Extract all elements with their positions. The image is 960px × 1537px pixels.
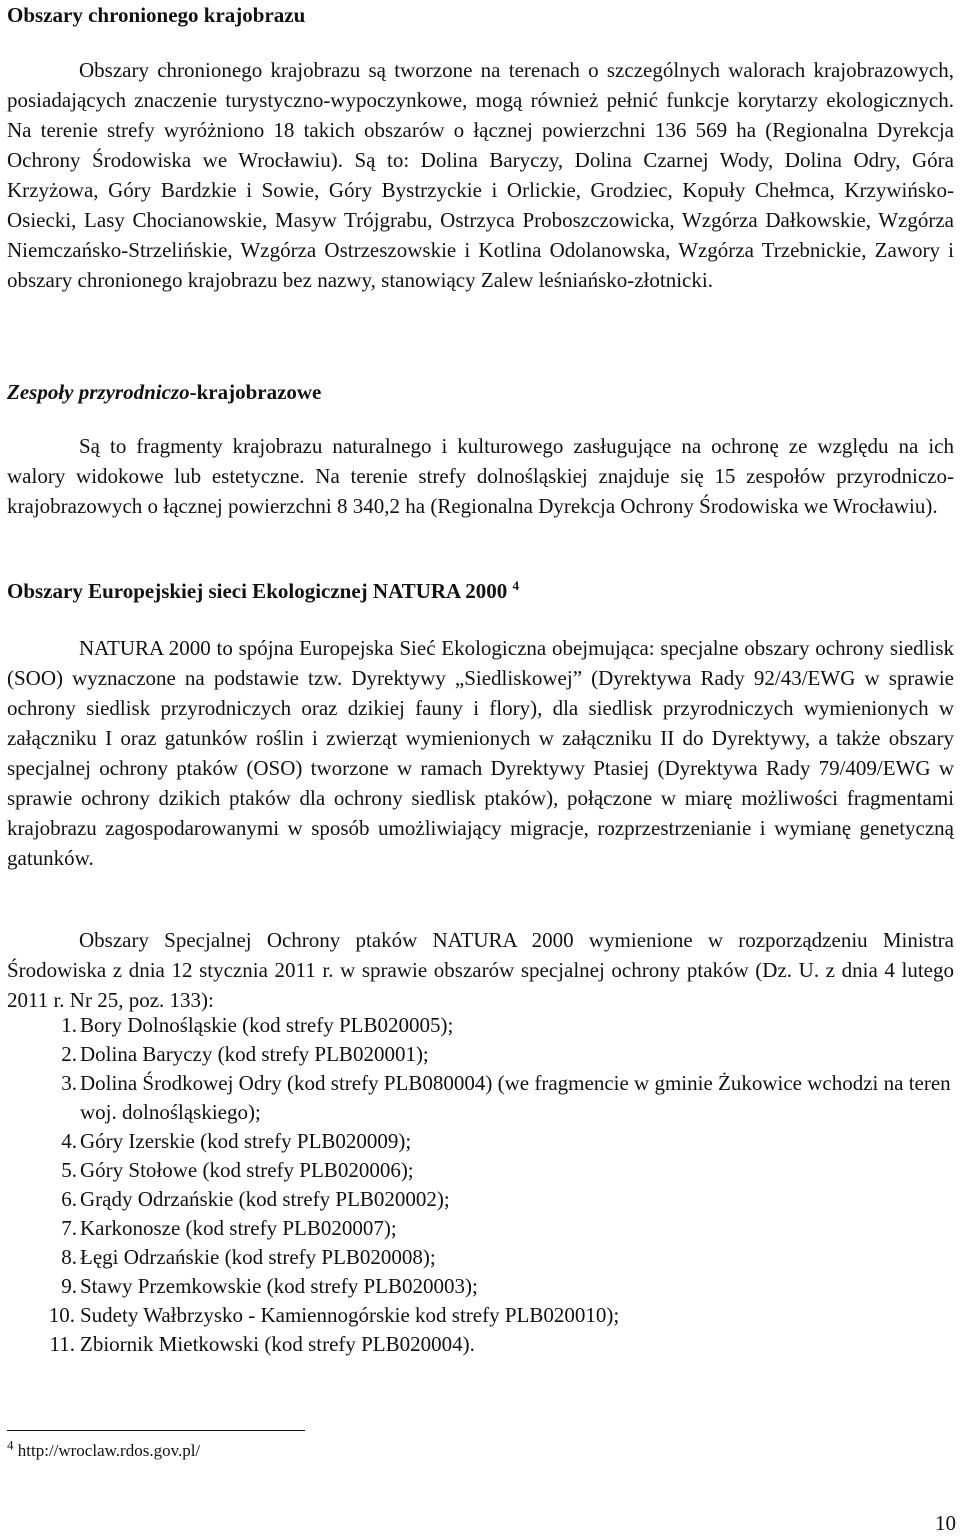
section-heading <box>7 377 321 407</box>
page-number: 10 <box>935 1511 956 1535</box>
list-number: 5. <box>61 1158 77 1182</box>
list-text: Góry Izerskie (kod strefy PLB020009); <box>80 1129 412 1153</box>
list-text: Bory Dolnośląskie (kod strefy PLB020005); <box>80 1013 454 1037</box>
list-number: 10. <box>48 1303 75 1327</box>
paragraph: Są to fragmenty krajobrazu naturalnego i kulturowego zasługujące na ochronę ze względu na ich walory widokowe lub estetyczne. Na terenie strefy dolnośląskiej znajduje się 15 zespołów przyrodniczo-krajobrazowych o łącznej powierzchni 8 340,2 ha (Regionalna Dyrekcja Ochrony Środowiska we Wrocławiu). <box>7 434 954 518</box>
footnote-reference: 4 <box>512 578 520 593</box>
list-item <box>7 1214 954 1243</box>
list-text: Grądy Odrzańskie (kod strefy PLB020002); <box>80 1187 450 1211</box>
list-number: 6. <box>61 1187 77 1211</box>
section-heading <box>7 576 519 606</box>
list-item <box>7 1243 954 1272</box>
paragraph: Obszary Specjalnej Ochrony ptaków NATURA 2000 wymienione w rozporządzeniu Ministra Środowiska z dnia 12 stycznia 2011 r. w sprawie obszarów specjalnej ochrony ptaków (Dz. U. z dnia 4 lutego 2011 r. Nr 25, poz. 133): <box>7 928 954 1012</box>
heading-rest-part: -krajobrazowe <box>189 380 322 404</box>
list-number: 4. <box>61 1129 77 1153</box>
paragraph: Obszary chronionego krajobrazu są tworzone na terenach o szczególnych walorach krajobrazowych, posiadających znaczenie turystyczno-wypoczynkowe, mogą również pełnić funkcje korytarzy ekologicznych. Na terenie strefy wyróżniono 18 takich obszarów o łącznej powierzchni 136 569 ha (Regionalna Dyrekcja Ochrony Środowiska we Wrocławiu). Są to: Dolina Baryczy, Dolina Czarnej Wody, Dolina Odry, Góra Krzyżowa, Góry Bardzkie i Sowie, Góry Bystrzyckie i Orlickie, Grodziec, Kopuły Chełmca, Krzywińsko-Osiecki, Lasy Chocianowskie, Masyw Trójgrabu, Ostrzyca Proboszczowicka, Wzgórza Dałkowskie, Wzgórza Niemczańsko-Strzelińskie, Wzgórza Ostrzeszowskie i Kotlina Odolanowska, Wzgórza Trzebnickie, Zawory i obszary chronionego krajobrazu bez nazwy, stanowiący Zalew leśniańsko-złotnicki. <box>7 58 954 292</box>
list-item <box>7 1011 954 1040</box>
list-text: Stawy Przemkowskie (kod strefy PLB020003); <box>80 1274 478 1298</box>
list-item <box>7 1069 954 1127</box>
list-number: 9. <box>61 1274 77 1298</box>
list-text: Dolina Środkowej Odry (kod strefy PLB080004) (we fragmencie w gminie Żukowice wchodzi na teren woj. dolnośląskiego); <box>80 1071 951 1124</box>
list-number: 2. <box>61 1042 77 1066</box>
list-text: Dolina Baryczy (kod strefy PLB020001); <box>80 1042 429 1066</box>
list-text: Góry Stołowe (kod strefy PLB020006); <box>80 1158 414 1182</box>
list-item <box>7 1330 954 1359</box>
list-item <box>7 1272 954 1301</box>
paragraph: NATURA 2000 to spójna Europejska Sieć Ekologiczna obejmująca: specjalne obszary ochrony siedlisk (SOO) wyznaczone na podstawie tzw. Dyrektywy „Siedliskowej” (Dyrektywa Rady 92/43/EWG w sprawie ochrony siedlisk przyrodniczych oraz dzikiej fauny i flory), dla siedlisk przyrodniczych wymienionych w załączniku I oraz gatunków roślin i zwierząt wymienionych w załączniku II do Dyrektywy, a także obszary specjalnej ochrony ptaków (OSO) tworzone w ramach Dyrektywy Ptasiej (Dyrektywa Rady 79/409/EWG w sprawie ochrony dzikich ptaków dla ochrony siedlisk ptaków), połączone w miarę możliwości fragmentami krajobrazu zagospodarowanymi w sposób umożliwiający migracje, rozprzestrzenianie i wymianę genetyczną gatunków. <box>7 636 954 870</box>
heading-italic-part: Zespoły przyrodniczo <box>7 380 190 404</box>
list-item <box>7 1185 954 1214</box>
list-number: 3. <box>61 1071 77 1095</box>
list-item <box>7 1040 954 1069</box>
list-item <box>7 1127 954 1156</box>
list-item <box>7 1156 954 1185</box>
list-text: Karkonosze (kod strefy PLB020007); <box>80 1216 397 1240</box>
footnote <box>7 1437 201 1462</box>
footnote-divider <box>7 1430 305 1431</box>
list-text: Sudety Wałbrzysko - Kamiennogórskie kod strefy PLB020010); <box>80 1303 620 1327</box>
section-heading: Obszary chronionego krajobrazu <box>7 3 306 27</box>
list-number: 7. <box>61 1216 77 1240</box>
list-text: Zbiornik Mietkowski (kod strefy PLB020004). <box>80 1332 475 1356</box>
list-number: 1. <box>61 1013 77 1037</box>
list-number: 8. <box>61 1245 77 1269</box>
list-text: Łęgi Odrzańskie (kod strefy PLB020008); <box>80 1245 436 1269</box>
footnote-link[interactable]: http://wroclaw.rdos.gov.pl/ <box>13 1441 201 1460</box>
heading-text: Obszary Europejskiej sieci Ekologicznej NATURA 2000 <box>7 579 508 603</box>
list-item <box>7 1301 954 1330</box>
footnote-number: 4 <box>7 1437 14 1453</box>
natura-area-list <box>7 1011 954 1359</box>
list-number: 11. <box>49 1332 75 1356</box>
